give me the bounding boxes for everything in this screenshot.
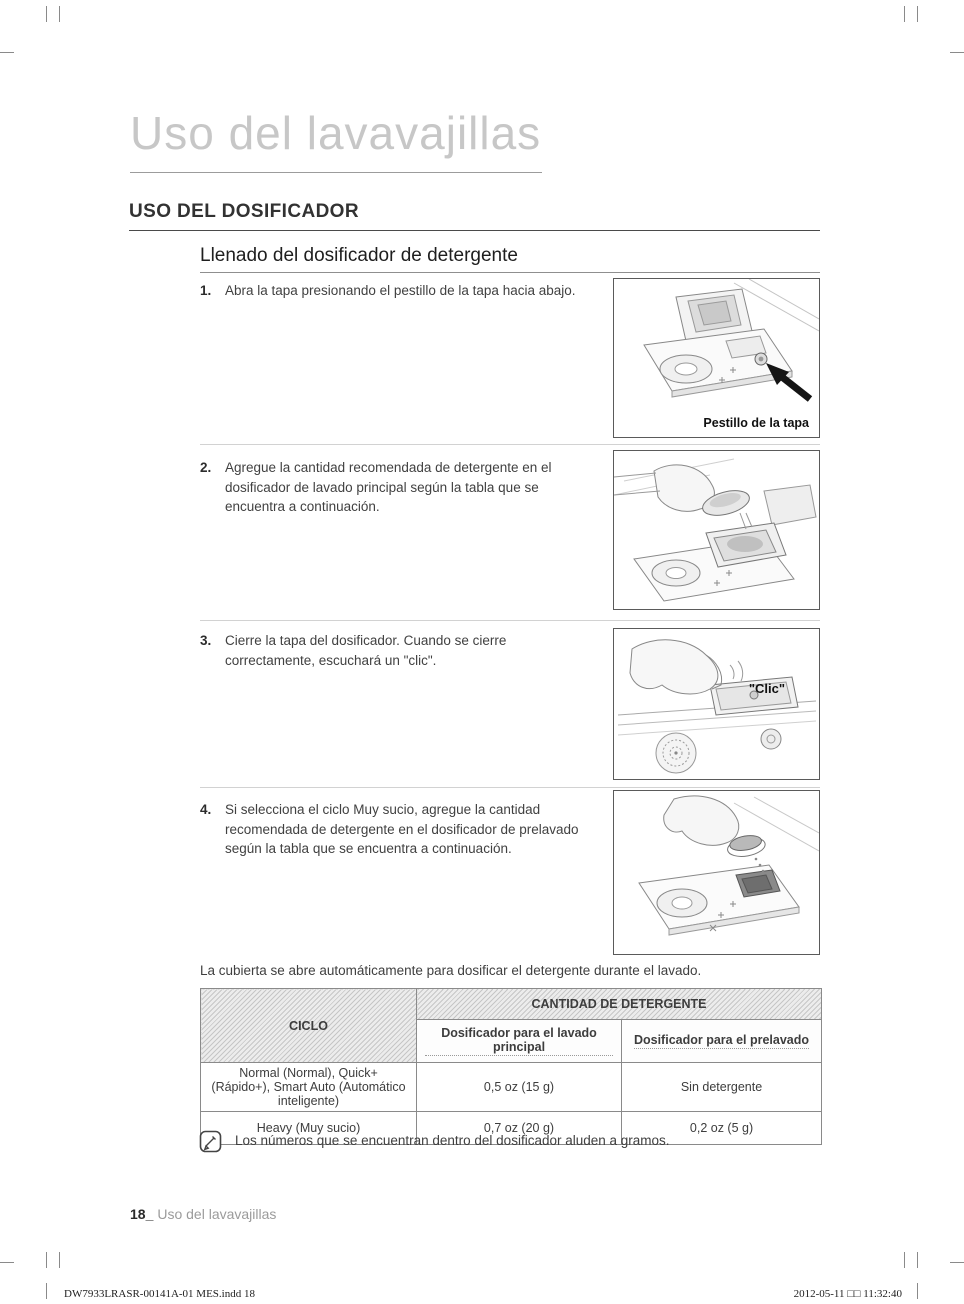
note-pencil-icon <box>199 1130 223 1154</box>
print-timestamp: 2012-05-11 □□ 11:32:40 <box>793 1288 902 1300</box>
section-rule <box>129 230 820 231</box>
page-number: 18_ <box>130 1206 154 1222</box>
cell-prelavado-heavy: 0,2 oz (5 g) <box>622 1112 822 1145</box>
table-header-group: CANTIDAD DE DETERGENTE <box>417 989 822 1020</box>
step-3-text: Cierre la tapa del dosificador. Cuando se cierre correctamente, escuchará un "clic". <box>225 633 507 668</box>
crop-mark <box>59 1252 60 1268</box>
table-header-main-wash: Dosificador para el lavado principal <box>417 1020 622 1063</box>
crop-mark <box>59 6 60 22</box>
figure-fill-prewash <box>613 790 820 955</box>
step-1-text: Abra la tapa presionando el pestillo de la tapa hacia abajo. <box>225 283 576 298</box>
step-4 <box>200 800 598 859</box>
cell-ciclo-normal: Normal (Normal), Quick+ (Rápido+), Smart Auto (Automático inteligente) <box>201 1063 417 1112</box>
pour-detergent-illustration <box>614 451 819 609</box>
subsection-rule <box>200 272 820 273</box>
figure-fill-main <box>613 450 820 610</box>
lead-paragraph: La cubierta se abre automáticamente para dosificar el detergente durante el lavado. <box>200 963 702 978</box>
crop-mark <box>46 6 47 22</box>
crop-mark <box>917 6 918 22</box>
note-text: Los números que se encuentran dentro del dosificador aluden a gramos. <box>235 1133 670 1148</box>
step-1 <box>200 281 598 301</box>
step-2 <box>200 458 598 517</box>
figure-open-lid <box>613 278 820 438</box>
step-4-text: Si selecciona el ciclo Muy sucio, agregue la cantidad recomendada de detergente en el dosificador de prelavado según la tabla que se encuentra a continuación. <box>225 802 579 857</box>
cell-prelavado-normal: Sin detergente <box>622 1063 822 1112</box>
figure-close-lid <box>613 628 820 780</box>
crop-mark <box>917 1252 918 1268</box>
crop-mark <box>46 1252 47 1268</box>
detergent-table <box>200 988 822 1145</box>
crop-mark <box>46 1283 47 1299</box>
crop-mark <box>0 1262 14 1263</box>
crop-mark <box>950 52 964 53</box>
press-lid-click-illustration <box>614 629 819 779</box>
step-4-number: 4. <box>200 802 212 817</box>
dispenser-open-latch-illustration <box>614 279 819 413</box>
footer-label: Uso del lavavajillas <box>157 1206 277 1222</box>
prewash-detergent-illustration <box>614 791 819 954</box>
crop-mark <box>0 52 14 53</box>
crop-mark <box>904 1252 905 1268</box>
section-title: USO DEL DOSIFICADOR <box>129 201 359 222</box>
cell-principal-heavy: 0,7 oz (20 g) <box>417 1112 622 1145</box>
cell-ciclo-heavy: Heavy (Muy sucio) <box>201 1112 417 1145</box>
table-header-prewash: Dosificador para el prelavado <box>622 1020 822 1063</box>
page-footer <box>130 1206 276 1222</box>
step-separator <box>200 620 820 621</box>
table-row <box>201 1063 822 1112</box>
step-3-number: 3. <box>200 633 212 648</box>
cell-principal-normal: 0,5 oz (15 g) <box>417 1063 622 1112</box>
crop-mark <box>904 6 905 22</box>
subsection-title: Llenado del dosificador de detergente <box>200 245 518 266</box>
chapter-title-rule <box>130 172 542 173</box>
figure-caption-latch: Pestillo de la tapa <box>703 416 809 430</box>
print-filename: DW7933LRASR-00141A-01 MES.indd 18 <box>64 1288 255 1300</box>
crop-mark <box>950 1262 964 1263</box>
table-header-ciclo: CICLO <box>201 989 417 1063</box>
step-separator <box>200 444 820 445</box>
step-1-number: 1. <box>200 283 212 298</box>
step-3 <box>200 631 598 670</box>
step-2-text: Agregue la cantidad recomendada de detergente en el dosificador de lavado principal según la tabla que se encuentra a continuación. <box>225 460 552 515</box>
crop-mark <box>917 1283 918 1299</box>
chapter-title: Uso del lavavajillas <box>130 107 542 159</box>
figure-caption-click: "Clic" <box>748 681 785 696</box>
step-2-number: 2. <box>200 460 212 475</box>
step-separator <box>200 787 820 788</box>
note <box>199 1130 829 1154</box>
